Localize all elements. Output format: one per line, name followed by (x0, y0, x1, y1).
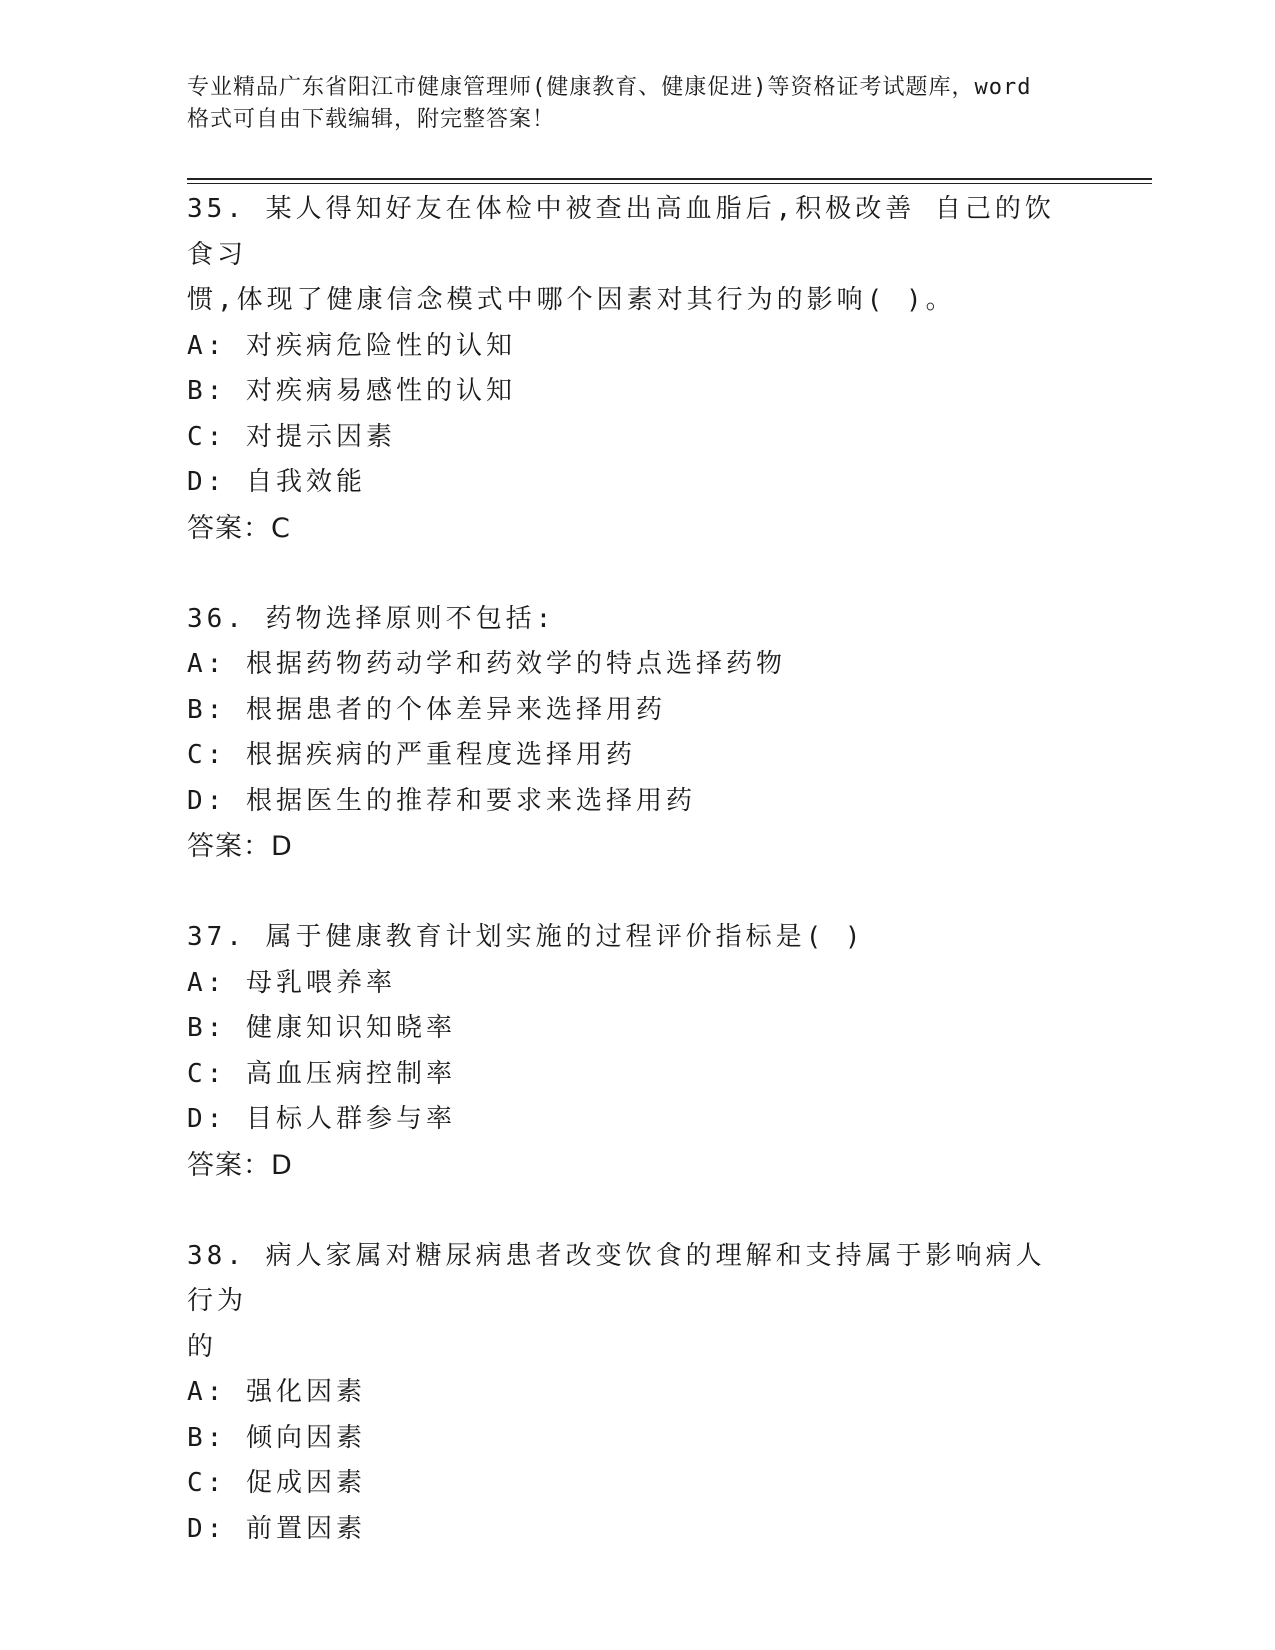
option-d: D: 目标人群参与率 (187, 1104, 456, 1134)
answer-label: 答案：C (187, 512, 291, 544)
document-header (187, 72, 1087, 136)
question-38 (187, 1234, 1087, 1553)
header-divider-thick (187, 178, 1152, 180)
question-stem-line: 惯,体现了健康信念模式中哪个因素对其行为的影响( )。 (187, 285, 956, 315)
option-c: C: 根据疾病的严重程度选择用药 (187, 740, 636, 770)
option-d: D: 自我效能 (187, 467, 366, 497)
question-stem-line: 38. 病人家属对糖尿病患者改变饮食的理解和支持属于影响病人行为 (187, 1240, 1046, 1316)
question-stem-line: 的 (187, 1331, 218, 1362)
option-a: A: 根据药物药动学和药效学的特点选择药物 (187, 649, 786, 679)
answer-label: 答案：D (187, 1149, 293, 1181)
question-37 (187, 915, 1087, 1188)
question-36 (187, 597, 1087, 870)
option-b: B: 倾向因素 (187, 1422, 366, 1453)
header-divider-thin (187, 183, 1152, 184)
answer-label: 答案：D (187, 831, 293, 862)
question-stem-line: 35. 某人得知好友在体检中被查出高血脂后,积极改善 自己的饮食习 (187, 194, 1055, 270)
question-spacer (187, 870, 1087, 916)
option-a: A: 对疾病危险性的认知 (187, 330, 516, 361)
question-list (187, 187, 1087, 1552)
question-spacer (187, 1188, 1087, 1234)
header-line: 格式可自由下载编辑，附完整答案！ (187, 107, 556, 132)
question-35 (187, 187, 1087, 551)
option-d: D: 前置因素 (187, 1513, 366, 1544)
question-spacer (187, 551, 1087, 597)
option-d: D: 根据医生的推荐和要求来选择用药 (187, 785, 696, 816)
header-line: 专业精品广东省阳江市健康管理师(健康教育、健康促进)等资格证考试题库，word (187, 75, 1032, 100)
option-a: A: 强化因素 (187, 1377, 366, 1407)
option-c: C: 对提示因素 (187, 421, 396, 452)
option-b: B: 健康知识知晓率 (187, 1013, 456, 1043)
question-stem-line: 37. 属于健康教育计划实施的过程评价指标是( ) (187, 922, 865, 952)
option-c: C: 促成因素 (187, 1468, 366, 1498)
option-b: B: 对疾病易感性的认知 (187, 376, 516, 406)
question-stem-line: 36. 药物选择原则不包括: (187, 603, 556, 634)
option-a: A: 母乳喂养率 (187, 967, 396, 998)
option-b: B: 根据患者的个体差异来选择用药 (187, 694, 666, 725)
option-c: C: 高血压病控制率 (187, 1058, 456, 1089)
